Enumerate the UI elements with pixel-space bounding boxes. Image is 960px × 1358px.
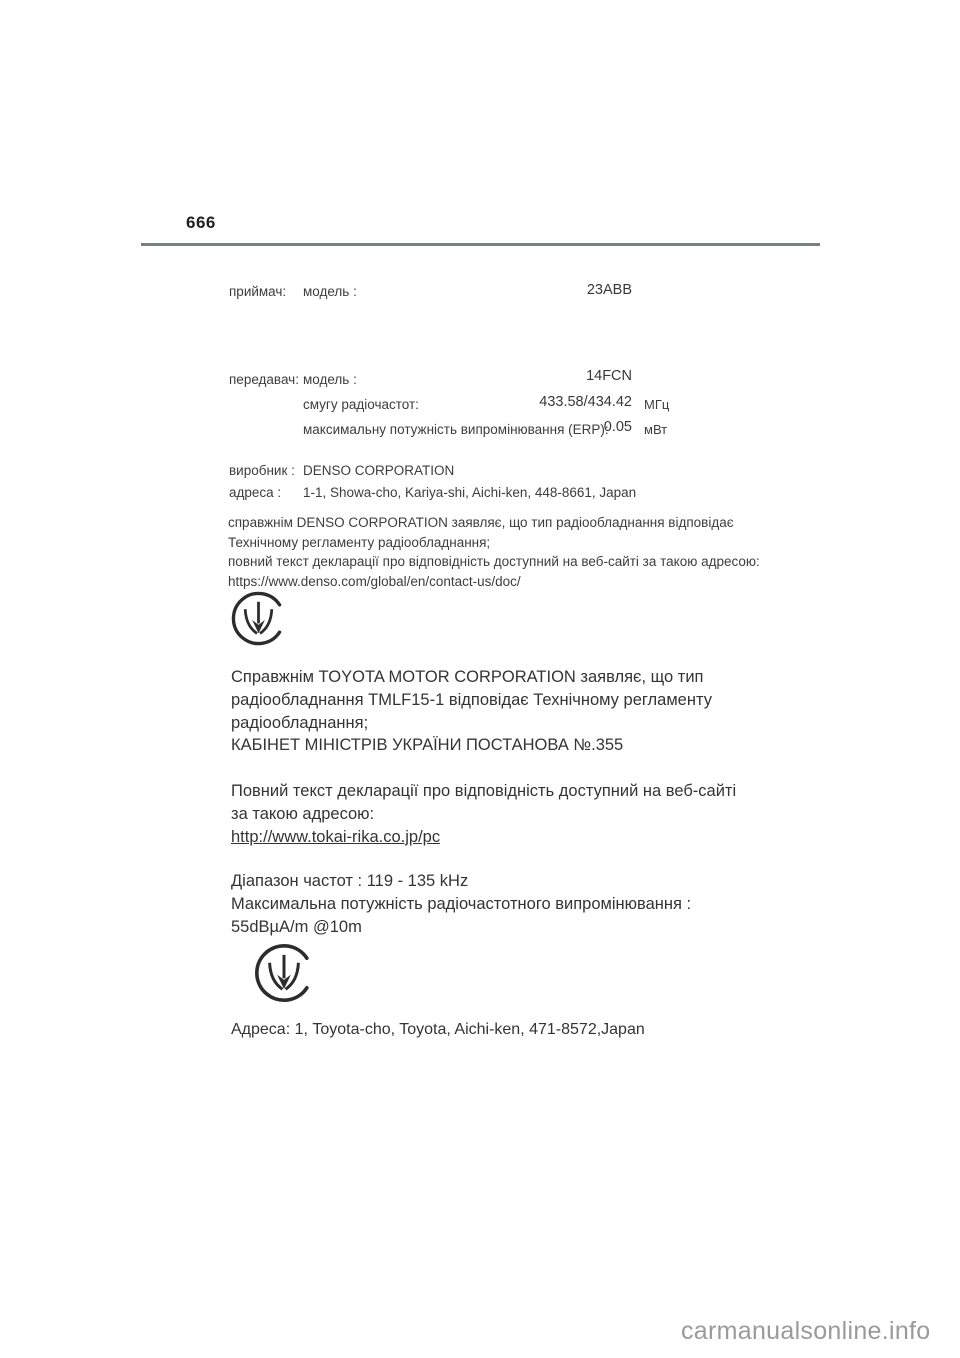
maker-value: DENSO CORPORATION [303,463,455,478]
transmitter-model-label: модель : [303,372,357,387]
transmitter-band-value: 433.58/434.42 [539,394,632,410]
denso-declaration-line: справжнім DENSO CORPORATION заявляє, що тип радіообладнання відповідає [228,515,734,530]
fulltext-line: Повний текст декларації про відповідність доступний на веб-сайті [231,782,737,800]
denso-doc-url: https://www.denso.com/global/en/contact-us/doc/ [228,573,521,589]
denso-declaration [228,513,760,591]
header-divider [141,243,820,246]
ukraine-conformity-mark-icon [252,941,316,1005]
transmitter-band-label: смугу радіочастот: [303,397,419,412]
ukraine-conformity-mark-icon [229,589,288,648]
maker-address-value: 1-1, Showa-cho, Kariya-shi, Aichi-ken, 448-8661, Japan [303,485,637,500]
toyota-declaration-line: радіообладнання; [231,713,369,732]
transmitter-band-unit: МГц [644,397,670,412]
receiver-model-label: модель : [303,284,357,299]
frequency-info [231,870,691,938]
maker-address-label: адреса : [229,485,282,500]
denso-declaration-line: Технічному регламенту радіообладнання; [228,534,491,550]
fulltext-statement [231,780,736,848]
frequency-line: Максимальна потужність радіочастотного випромінювання : [231,894,692,913]
toyota-declaration [231,666,712,757]
toyota-declaration-line: радіообладнання TMLF15-1 відповідає Технічному регламенту [231,690,712,709]
page-number: 666 [186,213,216,232]
transmitter-label: передавач: [229,372,299,387]
receiver-label: приймач: [229,284,287,299]
transmitter-power-unit: мВт [644,422,668,437]
receiver-model-value: 23ABB [586,282,632,298]
frequency-line: 55dBµA/m @10m [231,917,362,936]
toyota-declaration-line: КАБІНЕТ МІНІСТРІВ УКРАЇНИ ПОСТАНОВА №.355 [231,736,624,755]
transmitter-power-value: 0.05 [603,419,632,435]
transmitter-model-value: 14FCN [586,368,632,384]
maker-label: виробник : [229,463,295,478]
frequency-line: Діапазон частот : 119 - 135 kHz [231,872,469,890]
watermark: carmanualsonline.info [681,1317,931,1345]
denso-declaration-line: повний текст декларації про відповідність доступний на веб-сайті за такою адресою: [228,554,760,569]
toyota-address-line: Адреса: 1, Toyota-cho, Toyota, Aichi-ken, 471-8572,Japan [231,1021,645,1038]
toyota-declaration-line: Справжнім TOYOTA MOTOR CORPORATION заявляє, що тип [231,668,704,686]
tokai-rika-link[interactable]: http://www.tokai-rika.co.jp/pc [231,827,441,846]
fulltext-line: за такою адресою: [231,804,375,823]
transmitter-power-label: максимальну потужність випромінювання (ERP): [303,422,609,437]
